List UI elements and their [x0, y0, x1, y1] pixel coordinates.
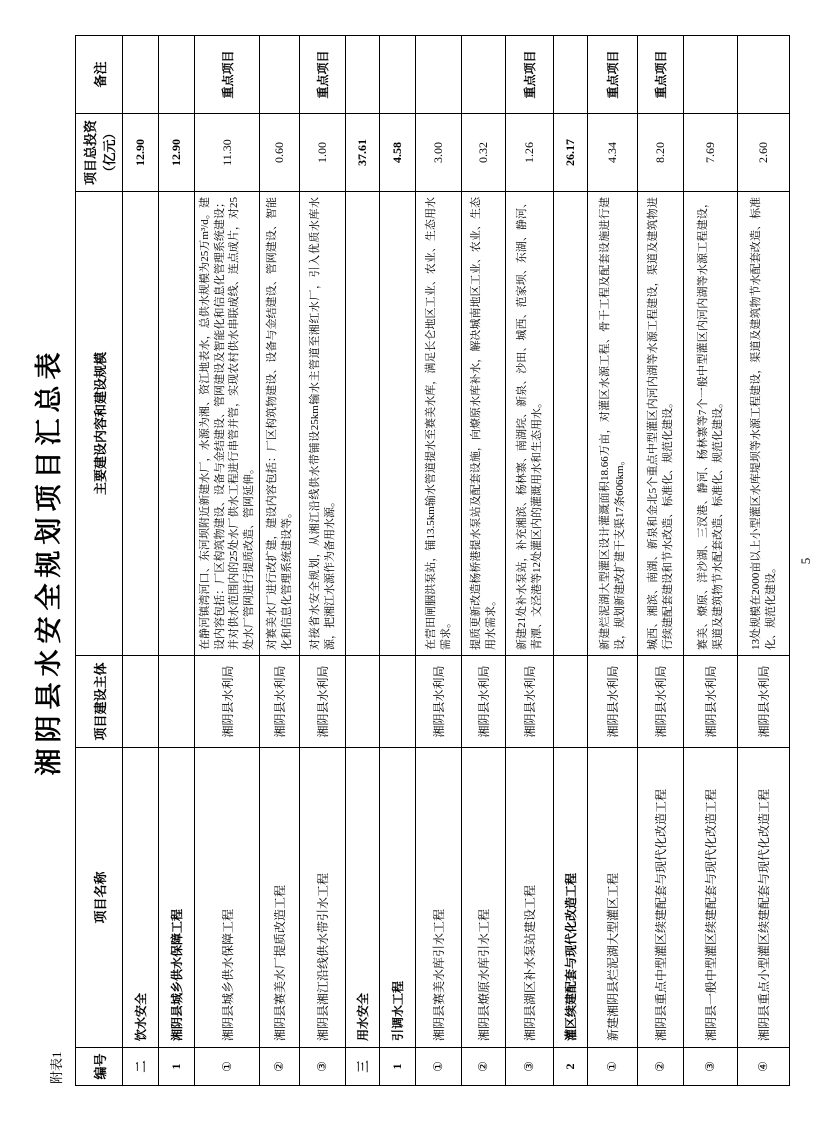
cell-investment: 1.00 [300, 114, 346, 192]
cell-project-name: 湘阴县重点中型灌区续建配套与现代化改造工程 [638, 748, 684, 1048]
cell-project-name: 湘阴县燎原水库引水工程 [462, 748, 506, 1048]
cell-content [554, 192, 588, 656]
cell-investment: 4.58 [380, 114, 416, 192]
cell-investment: 7.69 [684, 114, 738, 192]
cell-remark [346, 36, 380, 114]
cell-remark [416, 36, 462, 114]
table-row [416, 36, 462, 1086]
page-title: 湘阴县水安全规划项目汇总表 [34, 346, 64, 776]
cell-investment: 37.61 [346, 114, 380, 192]
cell-owner: 湘阴县水利局 [260, 656, 300, 748]
cell-id: ① [588, 1048, 638, 1086]
header-owner: 项目建设主体 [76, 656, 123, 748]
cell-owner: 湘阴县水利局 [738, 656, 790, 748]
cell-id: ② [462, 1048, 506, 1086]
cell-investment: 2.60 [738, 114, 790, 192]
table-row [159, 36, 195, 1086]
header-investment: 项目总投资（亿元） [76, 114, 123, 192]
cell-owner: 湘阴县水利局 [416, 656, 462, 748]
cell-id: 1 [159, 1048, 195, 1086]
table-row [346, 36, 380, 1086]
cell-id: ② [260, 1048, 300, 1086]
cell-project-name: 灌区续建配套与现代化改造工程 [554, 748, 588, 1048]
cell-project-name: 新建湘阴县烂泥湖大型灌区工程 [588, 748, 638, 1048]
cell-owner: 湘阴县水利局 [195, 656, 260, 748]
cell-project-name: 湘阴县城乡供水保障工程 [159, 748, 195, 1048]
cell-content [380, 192, 416, 656]
cell-content: 赛美、燎原、洋沙湖、三汊港、静河、杨林寨等7个一般中型灌区内河内湖等水源工程建设，渠道及建筑物节水配套改造、标准化、规范化建设。 [684, 192, 738, 656]
cell-remark [380, 36, 416, 114]
cell-owner [346, 656, 380, 748]
cell-id: 三 [346, 1048, 380, 1086]
cell-investment: 12.90 [159, 114, 195, 192]
cell-owner [380, 656, 416, 748]
cell-content [159, 192, 195, 656]
table-header-row [76, 36, 123, 1086]
cell-investment: 4.34 [588, 114, 638, 192]
header-project-name: 项目名称 [76, 748, 123, 1048]
cell-remark: 重点项目 [195, 36, 260, 114]
cell-owner [123, 656, 159, 748]
cell-remark [554, 36, 588, 114]
cell-owner [159, 656, 195, 748]
table-row [195, 36, 260, 1086]
cell-owner: 湘阴县水利局 [588, 656, 638, 748]
table-row [554, 36, 588, 1086]
cell-remark [123, 36, 159, 114]
cell-owner: 湘阴县水利局 [300, 656, 346, 748]
cell-investment: 11.30 [195, 114, 260, 192]
cell-owner: 湘阴县水利局 [684, 656, 738, 748]
rotated-sheet [30, 36, 814, 1086]
table-row [588, 36, 638, 1086]
cell-project-name: 湘阴县赛美水厂提质改造工程 [260, 748, 300, 1048]
summary-table [75, 35, 790, 1086]
cell-content [123, 192, 159, 656]
cell-content: 13处规模在2000亩以上小型灌区水库堤坝等水源工程建设，渠道及建筑物节水配套改造、标准化、规范化建设。 [738, 192, 790, 656]
cell-content: 城西、湘滨、南湖、新泉和金北5个重点中型灌区内河内湖等水源工程建设，渠道及建筑物进行续建配套建设和节水改造、标准化、规范化建设。 [638, 192, 684, 656]
cell-remark: 重点项目 [588, 36, 638, 114]
cell-id: 二 [123, 1048, 159, 1086]
cell-remark: 重点项目 [300, 36, 346, 114]
cell-project-name: 湘阴县城乡供水保障工程 [195, 748, 260, 1048]
table-row [300, 36, 346, 1086]
cell-content [346, 192, 380, 656]
cell-id: ④ [738, 1048, 790, 1086]
cell-id: ② [638, 1048, 684, 1086]
cell-owner: 湘阴县水利局 [462, 656, 506, 748]
header-remark: 备注 [76, 36, 123, 114]
cell-id: 2 [554, 1048, 588, 1086]
cell-project-name: 引调水工程 [380, 748, 416, 1048]
appendix-label: 附表1 [49, 1051, 64, 1084]
cell-id: 1 [380, 1048, 416, 1086]
cell-remark [738, 36, 790, 114]
cell-investment: 8.20 [638, 114, 684, 192]
cell-content: 提质更新改造杨桥港提水泵站及配套设施，向燎原水库补水，解决城南地区工业、农业、生态用水需求。 [462, 192, 506, 656]
cell-investment: 26.17 [554, 114, 588, 192]
cell-remark [684, 36, 738, 114]
cell-investment: 0.60 [260, 114, 300, 192]
cell-investment: 3.00 [416, 114, 462, 192]
table-row [123, 36, 159, 1086]
cell-project-name: 饮水安全 [123, 748, 159, 1048]
header-content: 主要建设内容和建设规模 [76, 192, 123, 656]
cell-content: 新建21处补水泵站，补充湘滨、杨林寨、南湖垸、新泉、沙田、城西、范家坝、东湖、静河、青潭、文泾港等12处灌区内的灌溉用水和生态用水。 [506, 192, 554, 656]
cell-remark [260, 36, 300, 114]
table-row [684, 36, 738, 1086]
cell-project-name: 湘阴县湖区补水泵站建设工程 [506, 748, 554, 1048]
cell-content: 新建烂泥湖大型灌区设计灌溉面积18.66万亩，对灌区水源工程、骨干工程及配套设施进行建设，规划新建改扩建干支渠17条606km。 [588, 192, 638, 656]
cell-remark [462, 36, 506, 114]
cell-project-name: 湘阴县湘江沿线供水带引水工程 [300, 748, 346, 1048]
page-number: 5 [798, 557, 814, 565]
headline [30, 36, 68, 1086]
cell-content: 在静河镇湾河口、东河坝附近新建水厂，水源为湘、资江地表水，总供水规模为25万m³/d。建设内容包括：厂区构筑物建设、设备与金结建设、管网建设及智能化和信息化管理系统建设；并对供水范围内的25处水厂供水工程进行串管并管，实现农村供水串联成线、连点成片，对25处水厂管网进行提质改造、管网延伸。 [195, 192, 260, 656]
table-row [380, 36, 416, 1086]
cell-id: ① [195, 1048, 260, 1086]
cell-id: ③ [506, 1048, 554, 1086]
table-row [462, 36, 506, 1086]
cell-content: 对赛美水厂进行改扩建，建设内容包括：厂区构筑物建设、设备与金结建设、管网建设、智能化和信息化管理系统建设等。 [260, 192, 300, 656]
cell-remark: 重点项目 [638, 36, 684, 114]
cell-content: 对接省水安全规划，从湘江沿线供水带铺设25km输水主管道至湘红水厂，引入优质水库水源，把湘江水源作为备用水源。 [300, 192, 346, 656]
cell-investment: 0.32 [462, 114, 506, 192]
cell-project-name: 用水安全 [346, 748, 380, 1048]
cell-owner: 湘阴县水利局 [638, 656, 684, 748]
table-row [738, 36, 790, 1086]
cell-remark: 重点项目 [506, 36, 554, 114]
cell-owner [554, 656, 588, 748]
cell-remark [159, 36, 195, 114]
table-row [638, 36, 684, 1086]
header-id: 编号 [76, 1048, 123, 1086]
table-row [506, 36, 554, 1086]
cell-id: ③ [300, 1048, 346, 1086]
cell-id: ① [416, 1048, 462, 1086]
cell-owner: 湘阴县水利局 [506, 656, 554, 748]
cell-id: ③ [684, 1048, 738, 1086]
cell-project-name: 湘阴县一般中型灌区续建配套与现代化改造工程 [684, 748, 738, 1048]
cell-project-name: 湘阴县赛美水库引水工程 [416, 748, 462, 1048]
cell-project-name: 湘阴县重点小型灌区续建配套与现代化改造工程 [738, 748, 790, 1048]
cell-investment: 1.26 [506, 114, 554, 192]
cell-content: 在营田闸胭洪泵站，铺13.5km输水管道提水至赛美水库，满足长仑地区工业、农业、生态用水需求。 [416, 192, 462, 656]
table-row [260, 36, 300, 1086]
cell-investment: 12.90 [123, 114, 159, 192]
